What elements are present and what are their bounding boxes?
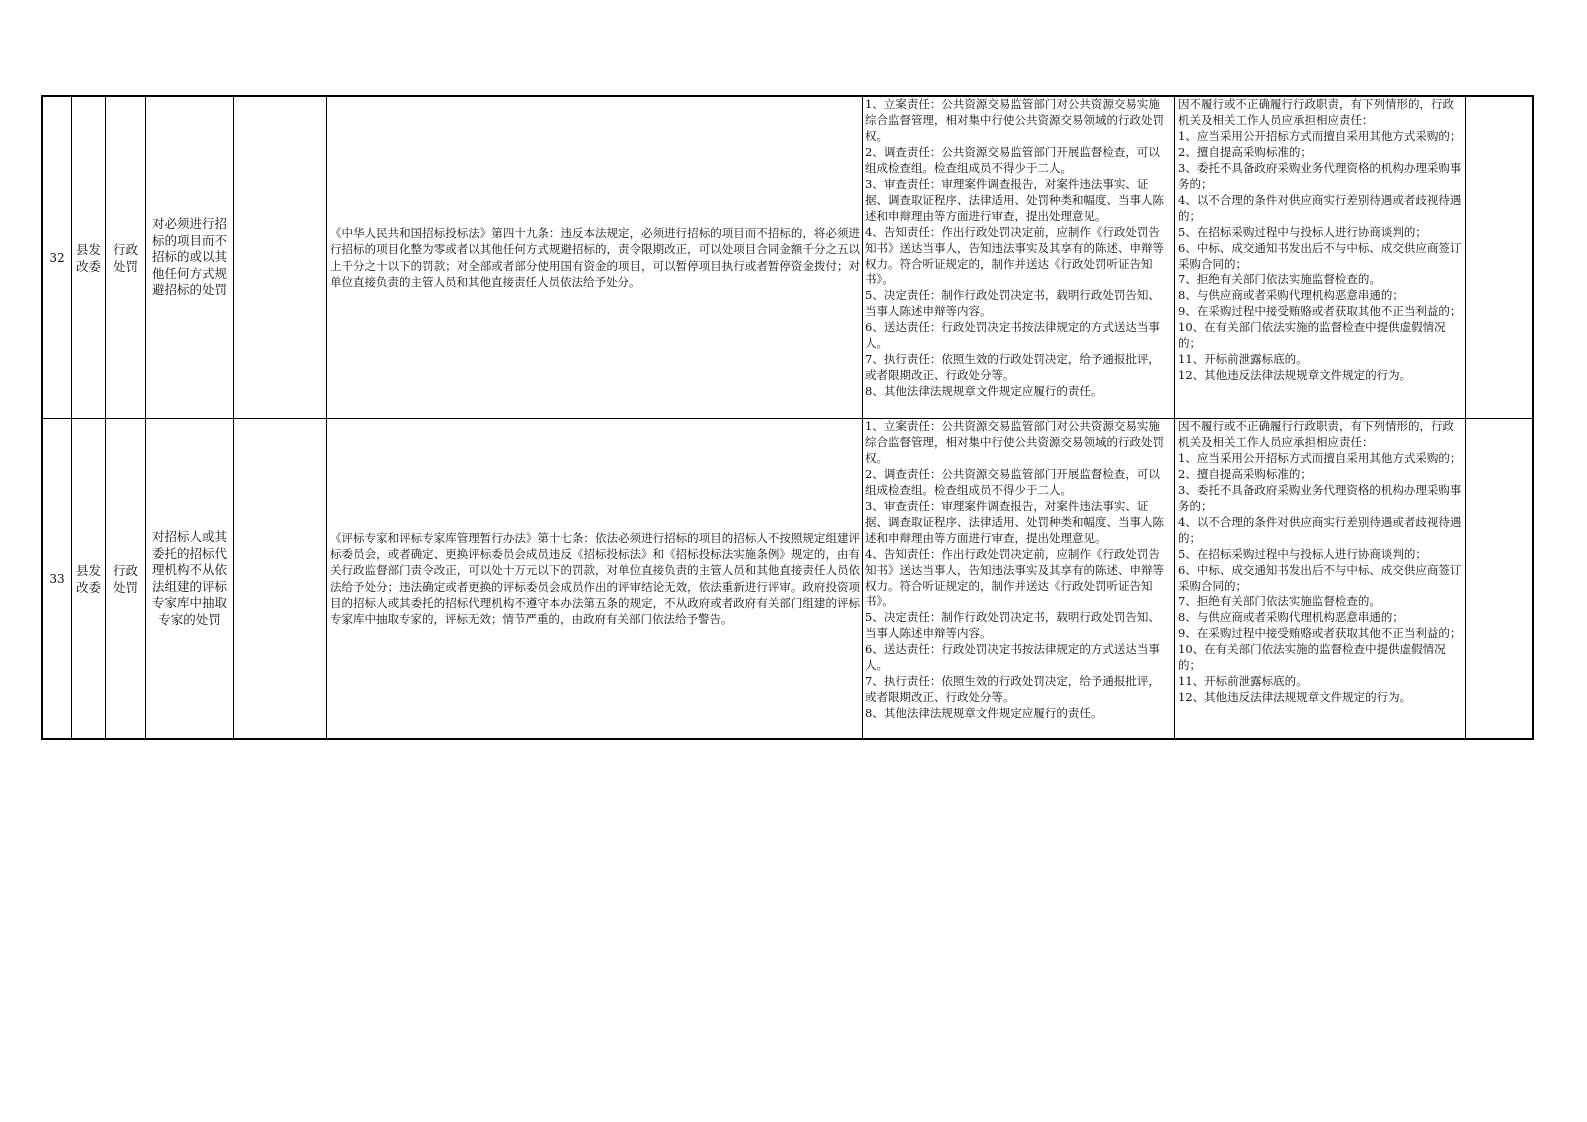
accountability-item: 7、拒绝有关部门依法实施监督检查的。 xyxy=(1178,594,1381,609)
row-number: 33 xyxy=(43,419,72,738)
accountability-item: 3、委托不具备政府采购业务代理资格的机构办理采购事务的； xyxy=(1178,482,1462,513)
responsibility-item: 4、告知责任：作出行政处罚决定前，应制作《行政处罚告知书》送达当事人，告知违法事实及其享有的陈述、申辩等权力。符合听证规定的，制作并送达《行政处罚听证告知书》。 xyxy=(865,224,1164,287)
accountability-item: 1、应当采用公开招标方式而擅自采用其他方式采购的； xyxy=(1178,128,1462,143)
responsibility-item: 5、决定责任：制作行政处罚决定书，载明行政处罚告知、当事人陈述申辩等内容。 xyxy=(865,610,1160,641)
accountability-item: 9、在采购过程中接受贿赂或者获取其他不正当利益的； xyxy=(1178,304,1462,319)
accountability-item: 2、擅自提高采购标准的； xyxy=(1178,466,1312,481)
responsibility-item: 3、审查责任：审理案件调查报告，对案件违法事实、证据、调查取证程序、法律适用、处罚种类和幅度、当事人陈述和申辩理由等方面进行审查，提出处理意见。 xyxy=(865,176,1164,223)
accountability-item: 12、其他违反法律法规规章文件规定的行为。 xyxy=(1178,368,1412,383)
remarks-cell xyxy=(1466,97,1532,418)
accountability-item: 因不履行或不正确履行行政职责，有下列情形的，行政机关及相关工作人员应承担相应责任： xyxy=(1178,97,1454,127)
responsibility-item: 1、立案责任：公共资源交易监管部门对公共资源交易实施综合监督管理，相对集中行使公共资源交易领域的行政处罚权。 xyxy=(865,97,1164,143)
department-cell: 县发改委 xyxy=(72,419,106,738)
responsibility-item: 6、送达责任：行政处罚决定书按法律规定的方式送达当事人。 xyxy=(865,642,1160,673)
accountability-item: 11、开标前泄露标底的。 xyxy=(1178,674,1308,689)
accountability-item: 8、与供应商或者采购代理机构恶意串通的； xyxy=(1178,288,1404,303)
remarks-cell xyxy=(1466,419,1532,738)
responsibility-item: 2、调查责任：公共资源交易监管部门开展监督检查，可以组成检查组。检查组成员不得少于二人。 xyxy=(865,466,1160,497)
table-row xyxy=(43,97,1532,419)
responsibility-item: 8、其他法律法规规章文件规定应履行的责任。 xyxy=(865,384,1103,399)
accountability-item: 10、在有关部门依法实施的监督检查中提供虚假情况的； xyxy=(1178,320,1446,351)
responsibility-item: 2、调查责任：公共资源交易监管部门开展监督检查，可以组成检查组。检查组成员不得少于二人。 xyxy=(865,144,1160,175)
responsibility-item: 3、审查责任：审理案件调查报告，对案件违法事实、证据、调查取证程序、法律适用、处罚种类和幅度、当事人陈述和申辩理由等方面进行审查，提出处理意见。 xyxy=(865,498,1164,545)
responsibility-cell xyxy=(863,419,1175,738)
responsibility-item: 5、决定责任：制作行政处罚决定书，载明行政处罚告知、当事人陈述申辩等内容。 xyxy=(865,288,1160,319)
legal-basis-cell xyxy=(327,419,863,738)
department-cell: 县发改委 xyxy=(72,97,106,418)
responsibility-item: 4、告知责任：作出行政处罚决定前，应制作《行政处罚告知书》送达当事人，告知违法事实及其享有的陈述、申辩等权力。符合听证规定的，制作并送达《行政处罚听证告知书》。 xyxy=(865,546,1164,609)
legal-basis-text: 《中华人民共和国招标投标法》第四十九条：违反本法规定，必须进行招标的项目而不招标的，将必须进行招标的项目化整为零或者以其他任何方式规避招标的，责令限期改正，可以处项目合同金额千分之五以上千分之十以下的罚款；对全部或者部分使用国有资金的项目，可以暂停项目执行或者暂停资金拨付；对单位直接负责的主管人员和其他直接责任人员依法给予处分。 xyxy=(330,226,860,289)
accountability-item: 5、在招标采购过程中与投标人进行协商谈判的； xyxy=(1178,224,1427,239)
power-name-cell: 对招标人或其委托的招标代理机构不从依法组建的评标专家库中抽取专家的处罚 xyxy=(146,419,234,738)
responsibility-item: 1、立案责任：公共资源交易监管部门对公共资源交易实施综合监督管理，相对集中行使公共资源交易领域的行政处罚权。 xyxy=(865,419,1164,465)
accountability-item: 12、其他违反法律法规规章文件规定的行为。 xyxy=(1178,690,1412,705)
accountability-item: 6、中标、成交通知书发出后不与中标、成交供应商签订采购合同的； xyxy=(1178,562,1462,593)
responsibility-cell xyxy=(863,97,1175,418)
blank-cell xyxy=(234,419,327,738)
accountability-cell xyxy=(1175,97,1466,418)
blank-cell xyxy=(234,97,327,418)
accountability-item: 2、擅自提高采购标准的； xyxy=(1178,144,1312,159)
table-row xyxy=(43,419,1532,738)
responsibility-item: 6、送达责任：行政处罚决定书按法律规定的方式送达当事人。 xyxy=(865,320,1160,351)
power-type-cell: 行政处罚 xyxy=(106,97,146,418)
accountability-cell xyxy=(1175,419,1466,738)
responsibility-item: 7、执行责任：依照生效的行政处罚决定，给予通报批评，或者限期改正、行政处分等。 xyxy=(865,352,1160,383)
accountability-item: 3、委托不具备政府采购业务代理资格的机构办理采购事务的； xyxy=(1178,160,1462,191)
power-type-cell: 行政处罚 xyxy=(106,419,146,738)
accountability-item: 8、与供应商或者采购代理机构恶意串通的； xyxy=(1178,610,1404,625)
accountability-item: 6、中标、成交通知书发出后不与中标、成交供应商签订采购合同的； xyxy=(1178,240,1462,271)
responsibility-item: 7、执行责任：依照生效的行政处罚决定，给予通报批评，或者限期改正、行政处分等。 xyxy=(865,674,1160,705)
accountability-item: 4、以不合理的条件对供应商实行差别待遇或者歧视待遇的； xyxy=(1178,192,1462,223)
accountability-item: 7、拒绝有关部门依法实施监督检查的。 xyxy=(1178,272,1381,287)
accountability-item: 1、应当采用公开招标方式而擅自采用其他方式采购的； xyxy=(1178,450,1462,465)
power-name-cell: 对必须进行招标的项目而不招标的或以其他任何方式规避招标的处罚 xyxy=(146,97,234,418)
accountability-item: 10、在有关部门依法实施的监督检查中提供虚假情况的； xyxy=(1178,642,1446,673)
accountability-item: 11、开标前泄露标底的。 xyxy=(1178,352,1308,367)
accountability-item: 4、以不合理的条件对供应商实行差别待遇或者歧视待遇的； xyxy=(1178,514,1462,545)
accountability-item: 9、在采购过程中接受贿赂或者获取其他不正当利益的； xyxy=(1178,626,1462,641)
power-list-table xyxy=(41,95,1534,740)
legal-basis-text: 《评标专家和评标专家库管理暂行办法》第十七条：依法必须进行招标的项目的招标人不按照规定组建评标委员会，或者确定、更换评标委员会成员违反《招标投标法》和《招标投标法实施条例》规定的，由有关行政监督部门责令改正，可以处十万元以下的罚款，对单位直接负责的主管人员和其他直接责任人员依法给予处分；违法确定或者更换的评标委员会成员作出的评审结论无效，依法重新进行评审。政府投资项目的招标人或其委托的招标代理机构不遵守本办法第五条的规定，不从政府或者政府有关部门组建的评标专家库中抽取专家的，评标无效；情节严重的，由政府有关部门依法给予警告。 xyxy=(330,530,860,626)
legal-basis-cell xyxy=(327,97,863,418)
accountability-item: 5、在招标采购过程中与投标人进行协商谈判的； xyxy=(1178,546,1427,561)
accountability-item: 因不履行或不正确履行行政职责，有下列情形的，行政机关及相关工作人员应承担相应责任： xyxy=(1178,419,1454,449)
responsibility-item: 8、其他法律法规规章文件规定应履行的责任。 xyxy=(865,706,1103,721)
row-number: 32 xyxy=(43,97,72,418)
